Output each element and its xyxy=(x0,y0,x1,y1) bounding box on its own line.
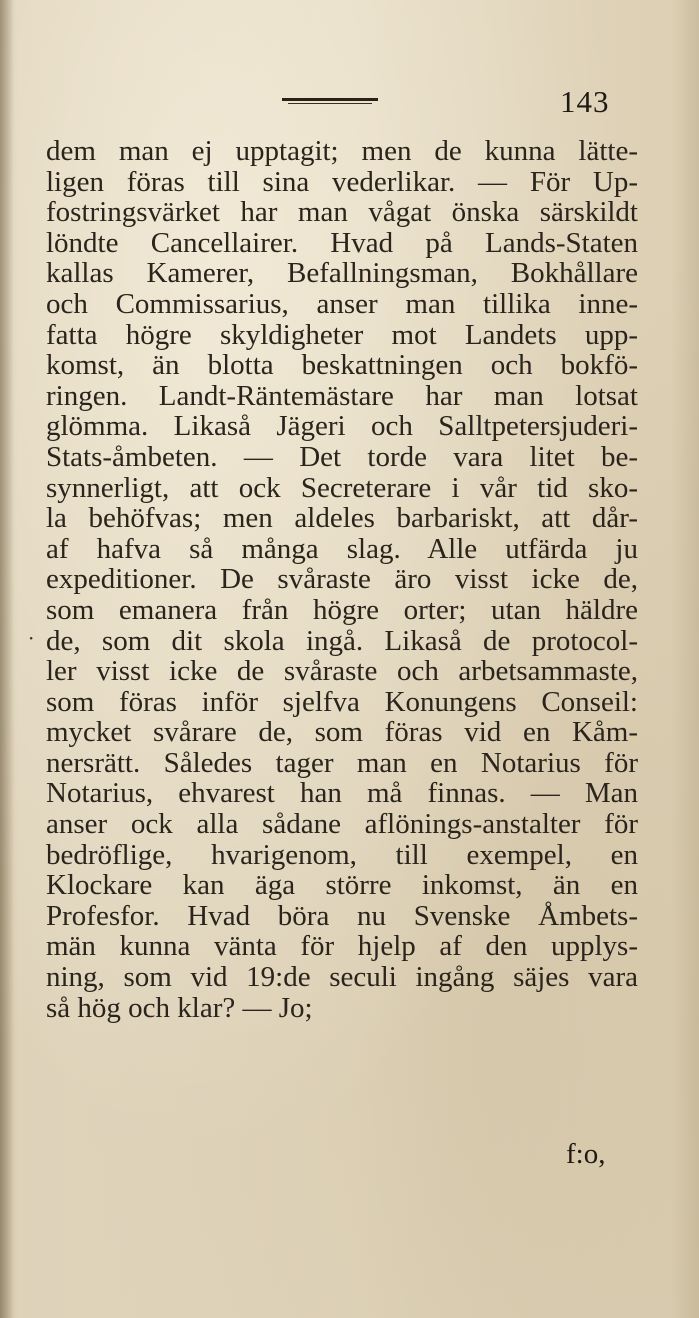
spine-shadow xyxy=(0,0,14,1318)
header-rule-thin xyxy=(288,103,372,104)
header-rule xyxy=(282,96,378,106)
text-line-3: fostringsvärket har man vågat önska särskildt xyxy=(46,197,638,228)
text-line-22: Notarius, ehvarest han må finnas. — Man xyxy=(46,778,638,810)
text-line-4: löndte Cancellairer. Hvad på Lands-Staten xyxy=(46,227,638,259)
catchword: f:o, xyxy=(566,1138,606,1170)
text-line-11: Stats-åmbeten. — Det torde vara litet be- xyxy=(46,441,638,473)
text-line-29: så hög och klar? — Jo; xyxy=(46,992,313,1024)
body-text xyxy=(46,136,638,1023)
text-line-26: Profesfor. Hvad böra nu Svenske Åmbets- xyxy=(46,900,638,932)
text-line-6: och Commissarius, anser man tillika inne- xyxy=(46,288,638,320)
text-line-18: ler visst icke de svåraste och arbetsammaste, xyxy=(46,656,638,687)
margin-mark: · xyxy=(28,626,35,650)
text-line-7: fatta högre skyldigheter mot Landets upp- xyxy=(46,319,638,351)
text-line-9: ringen. Landt-Räntemästare har man lotsat xyxy=(46,380,638,412)
text-line-23: anser ock alla sådane aflönings-anstalter för xyxy=(46,809,638,840)
text-line-8: komst, än blotta beskattningen och bokfö- xyxy=(46,350,638,381)
text-line-10: glömma. Likaså Jägeri och Salltpetersjuderi- xyxy=(46,411,638,442)
text-line-24: bedröflige, hvarigenom, till exempel, en xyxy=(46,839,638,871)
text-line-28: ning, som vid 19:de seculi ingång säjes vara xyxy=(46,962,638,993)
text-line-16: som emanera från högre orter; utan häldre xyxy=(46,594,638,626)
text-line-1: dem man ej upptagit; men de kunna lätte- xyxy=(46,136,638,167)
text-line-5: kallas Kamerer, Befallningsman, Bokhållare xyxy=(46,258,638,289)
text-line-17: de, som dit skola ingå. Likaså de protocol- xyxy=(46,625,638,657)
text-line-25: Klockare kan äga större inkomst, än en xyxy=(46,870,638,901)
text-line-15: expeditioner. De svåraste äro visst icke de, xyxy=(46,564,638,595)
text-line-14: af hafva så många slag. Alle utfärda ju xyxy=(46,533,638,565)
text-line-19: som föras inför sjelfva Konungens Conseil: xyxy=(46,686,638,718)
text-line-12: synnerligt, att ock Secreterare i vår tid sko- xyxy=(46,472,638,504)
text-line-27: män kunna vänta för hjelp af den upplys- xyxy=(46,931,638,963)
text-line-20: mycket svårare de, som föras vid en Kåm- xyxy=(46,717,638,748)
page-number: 143 xyxy=(560,84,610,119)
text-line-13: la behöfvas; men aldeles barbariskt, att dår- xyxy=(46,503,638,534)
header-rule-thick xyxy=(282,98,378,101)
text-line-2: ligen föras till sina vederlikar. — För Up- xyxy=(46,166,638,198)
text-line-21: nersrätt. Således tager man en Notarius för xyxy=(46,747,638,779)
